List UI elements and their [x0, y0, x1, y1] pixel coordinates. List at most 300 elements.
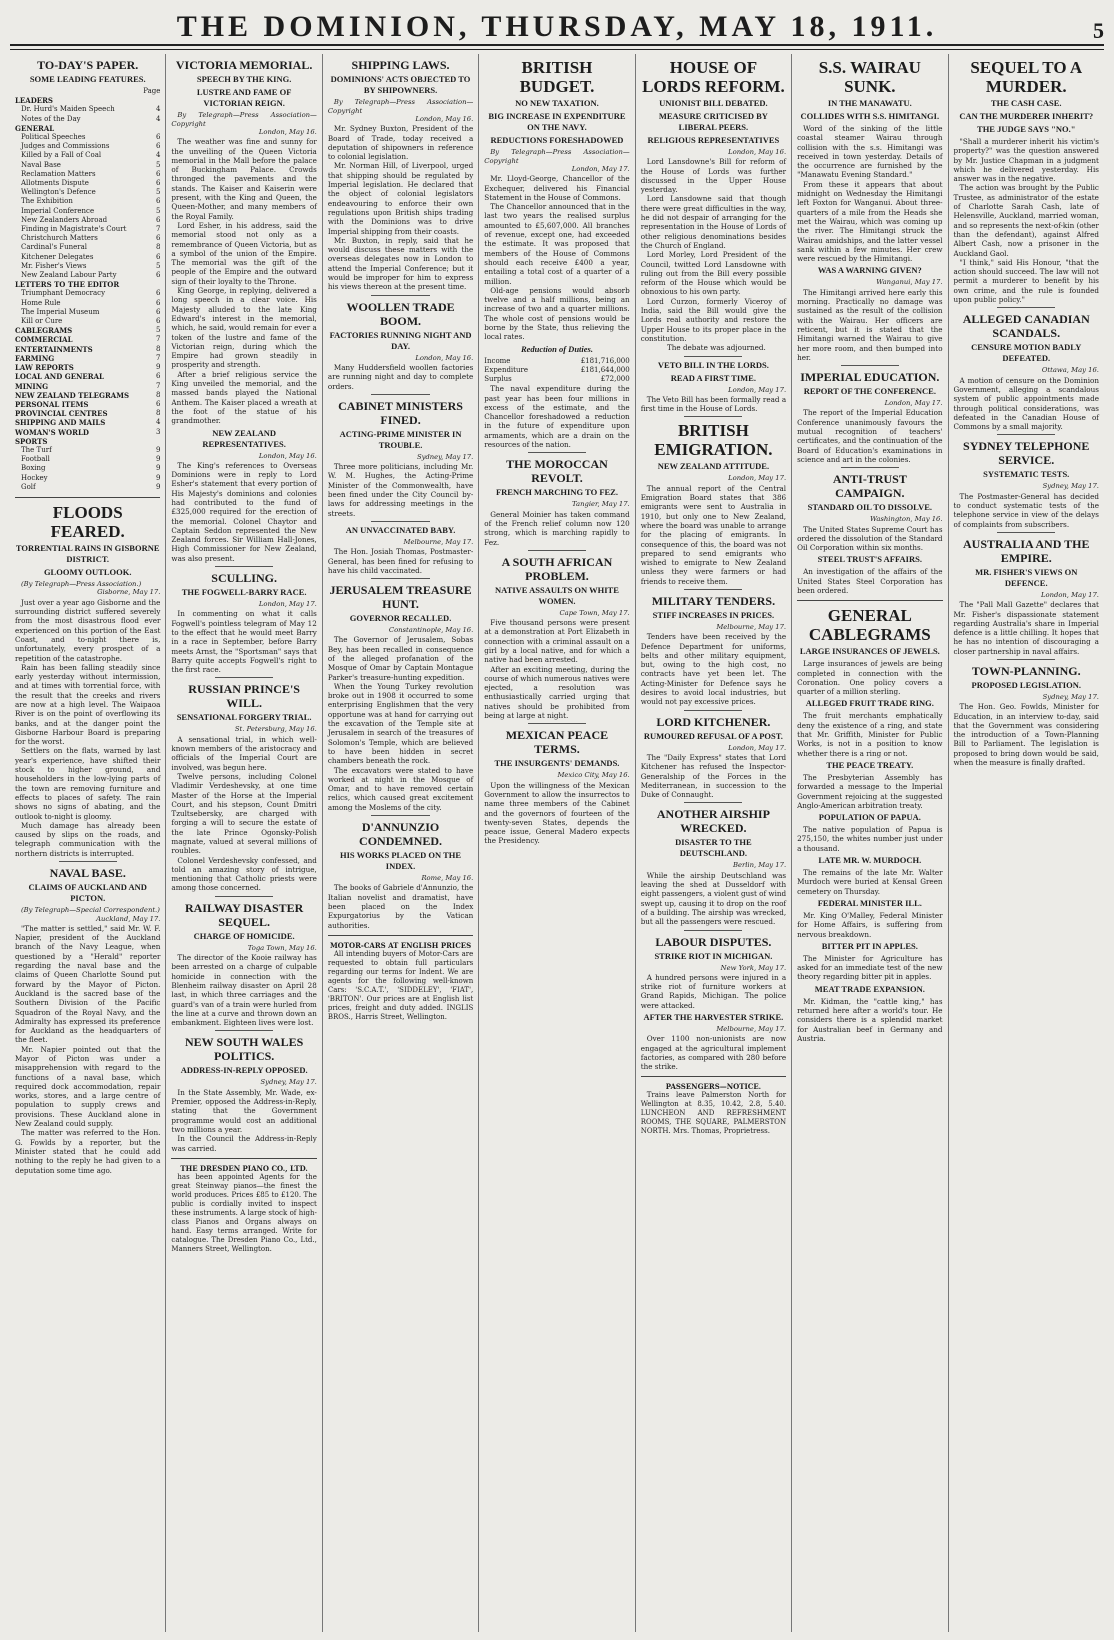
- mexico-dateline: Mexico City, May 16.: [557, 771, 630, 780]
- index-page-number: 9: [155, 482, 161, 491]
- index-page-number: 7: [155, 335, 161, 344]
- victoria-p1: The weather was fine and sunny for the unveiling of the Queen Victoria memorial in the Mall before the palace of Buckingham Palace. Crowds thronged the pavements and the stands. The Kaiser and Kaiserin were present, with the King and Queen, the Queen-Mother, and many members of the Royal Family.: [171, 137, 317, 221]
- kitchener-p1: The "Daily Express" states that Lord Kitchener has refused the Inspector-Generalship of the Forces in the Mediterranean, in succession to the Duke of Connaught.: [640, 752, 787, 800]
- budget-sub1: NO NEW TAXATION.: [515, 98, 599, 108]
- index-item: [15, 271, 160, 280]
- index-category: [15, 96, 160, 105]
- index-page-number: 6: [155, 399, 161, 408]
- budget-sub2: BIG INCREASE IN EXPENDITURE ON THE NAVY.: [488, 111, 626, 132]
- index-page-number: 9: [155, 473, 161, 482]
- newspaper-title: THE DOMINION, THURSDAY, MAY 18, 1911.: [176, 10, 938, 43]
- index-category: [15, 326, 160, 335]
- index-item-label: Kill or Cure: [21, 317, 63, 326]
- index-item: [15, 216, 160, 225]
- morocco-dateline: Tangier, May 17.: [572, 500, 630, 509]
- index-category-label: ENTERTAINMENTS: [15, 344, 93, 354]
- index-item: [15, 253, 160, 262]
- cablegrams-s5: LATE MR. W. MURDOCH.: [818, 855, 922, 866]
- naval-dateline: Auckland, May 17.: [96, 914, 161, 923]
- naval-sub: CLAIMS OF AUCKLAND AND PICTON.: [28, 882, 147, 904]
- dannunzio-p1: The books of Gabriele d'Annunzio, the Italian novelist and dramatist, have been placed on the Index Expurgatorius by the Vatican authorities.: [327, 883, 474, 930]
- cablegrams-p4: The native population of Papua is 275,150, the whites number just under a thousand.: [797, 825, 943, 853]
- index-item-label: Christchurch Matters: [21, 234, 98, 243]
- mexico-heading: MEXICAN PEACE TERMS.: [505, 728, 609, 757]
- labour-sub2: AFTER THE HARVESTER STRIKE.: [643, 1012, 784, 1022]
- budget-table: [484, 357, 629, 385]
- budget-dateline: London, May 17.: [571, 165, 630, 173]
- index-item: [15, 142, 160, 151]
- index-item-label: Boxing: [21, 464, 46, 473]
- index-page-number: 6: [155, 169, 161, 178]
- index-category-label: CABLEGRAMS: [15, 326, 73, 336]
- budget-byline: By Telegraph—Press Association—Copyright: [484, 148, 630, 165]
- index-list: [15, 87, 160, 492]
- budget-heading: BRITISH BUDGET.: [519, 58, 595, 96]
- jerusalem-dateline: Constantinople, May 16.: [388, 626, 474, 635]
- empire-heading: AUSTRALIA AND THE EMPIRE.: [963, 536, 1090, 565]
- cablegrams-p7: The Minister for Agriculture has asked for an immediate test of the new theory regarding bitter pit in apples.: [797, 953, 943, 982]
- nsw-sub: ADDRESS-IN-REPLY OPPOSED.: [180, 1065, 308, 1076]
- military-heading: MILITARY TENDERS.: [651, 593, 776, 608]
- shipping-sub: DOMINIONS' ACTS OBJECTED TO BY SHIPOWNERS.: [330, 74, 471, 95]
- index-item-label: Imperial Conference: [21, 206, 95, 215]
- telephone-p1: The Postmaster-General has decided to conduct systematic tests of the telephone service in view of the delays of complaints from subscribers.: [953, 491, 1099, 529]
- labour-dateline2: Melbourne, May 17.: [716, 1025, 787, 1033]
- russian-dateline: St. Petersburg, May 16.: [234, 725, 317, 734]
- index-item: [15, 151, 160, 160]
- index-item: [15, 179, 160, 188]
- index-item-label: The Exhibition: [21, 197, 73, 206]
- antitrust-sub2: STEEL TRUST'S AFFAIRS.: [817, 554, 922, 565]
- index-item: [15, 133, 160, 142]
- naval-byline: (By Telegraph—Special Correspondent.): [21, 906, 160, 915]
- cablegrams-s7: BITTER PIT IN APPLES.: [821, 940, 918, 951]
- index-item-label: Wellington's Defence: [21, 188, 96, 197]
- labour-heading: LABOUR DISPUTES.: [655, 934, 772, 949]
- index-page-number: 5: [155, 206, 161, 215]
- index-item-label: Naval Base: [21, 160, 61, 169]
- jerusalem-p2: When the Young Turkey revolution broke out in 1908 it occurred to some enterprising Englishmen that the very opportune was at hand for carrying out the excavation of the Temple site at Jerusalem in search of the treasures of Solomon's Temple, which are believed to have been hidden in secret chambers beneath the rock.: [327, 681, 474, 766]
- jerusalem-heading: JERUSALEM TREASURE HUNT.: [329, 583, 472, 612]
- russian-p3: Colonel Verdeshevsky confessed, and told an amazing story of intrigue, mentioning that Catholic priests were among those concerned.: [171, 855, 317, 893]
- nsw-p2: In the Council the Address-in-Reply was carried.: [171, 1134, 317, 1153]
- wairau-heading: S.S. WAIRAU SUNK.: [818, 58, 921, 96]
- budget-row-value: £181,644,000: [580, 365, 630, 374]
- cabinet-dateline: Sydney, May 17.: [416, 452, 474, 461]
- budget-p1: Mr. Lloyd-George, Chancellor of the Exchequer, delivered his Financial Statement in the House of Commons.: [484, 174, 630, 202]
- nzreps-dateline: London, May 16.: [258, 451, 317, 460]
- index-category-label: LETTERS TO THE EDITOR: [15, 280, 120, 290]
- index-page-number: 4: [155, 105, 161, 114]
- motor-advertisement: [328, 941, 473, 1022]
- index-category-label: COMMERCIAL: [15, 335, 73, 345]
- index-page-number: 6: [155, 372, 161, 381]
- index-category-label: PROVINCIAL CENTRES: [15, 409, 108, 419]
- shipping-p3: Mr. Buxton, in reply, said that he would discuss these matters with the overseas delegates now in London to attend the Imperial Conference; but it would be improper for him to express his views thereon at the present time.: [327, 235, 474, 292]
- index-item-label: Triumphant Democracy: [21, 289, 106, 298]
- railway-p1: The director of the Kooie railway has been arrested on a charge of culpable homicide in connection with the Blenheim railway disaster on April 28 last, in which three carriages and the guard's van of a train were hurled from the line at a curve and thrown down an embankment. Eighteen lives were lost.: [171, 953, 317, 1028]
- shipping-dateline: London, May 16.: [415, 115, 474, 123]
- victoria-sub2: LUSTRE AND FAME OF VICTORIAN REIGN.: [196, 87, 292, 108]
- wairau-sub1: IN THE MANAWATU.: [827, 98, 912, 108]
- index-item-label: Judges and Commissions: [21, 142, 110, 151]
- index-page-number: 9: [155, 464, 161, 473]
- wairau-p3: The Himitangi arrived here early this morning. Practically no damage was sustained as the result of the collision with the Wairau. Her officers are reticent, but it is stated that the Himitangi warned the Wairau to give her more room, and then bumped into her.: [797, 287, 943, 362]
- wairau-sub2: COLLIDES WITH S.S. HIMITANGI.: [800, 111, 940, 121]
- index-category: [15, 409, 160, 418]
- piano-ad-name: THE DRESDEN PIANO CO., LTD.: [180, 1163, 308, 1173]
- russian-sub: SENSATIONAL FORGERY TRIAL.: [176, 712, 312, 723]
- antitrust-sub: STANDARD OIL TO DISSOLVE.: [807, 502, 933, 513]
- column-1: [10, 54, 165, 1632]
- empire-dateline: London, May 17.: [1041, 590, 1099, 599]
- woollen-heading: WOOLLEN TRADE BOOM.: [346, 299, 455, 328]
- floods-p4: Much damage has already been caused by slips on the roads, and telegraph communication with the northern districts is interrupted.: [15, 820, 161, 858]
- lords-sub3: RELIGIOUS REPRESENTATIVES: [647, 135, 780, 145]
- lords-p3: Lord Morley, Lord President of the Council, twitted Lord Lansdowne with ruling out from the Bill every possible reform of the House which would be obnoxious to his own party.: [640, 250, 787, 297]
- woollen-p1: Many Huddersfield woollen factories are running night and day to complete orders.: [327, 362, 474, 391]
- sa-dateline: Cape Town, May 17.: [559, 608, 630, 617]
- budget-summary-label: Reduction of Duties.: [520, 343, 593, 354]
- baby-p1: The Hon. Josiah Thomas, Postmaster-General, has been fined for refusing to have his child vaccinated.: [327, 547, 474, 575]
- index-category: [15, 391, 160, 400]
- budget-row-label: Surplus: [484, 375, 512, 384]
- index-category-label: WOMAN'S WORLD: [15, 427, 89, 437]
- budget-row: [484, 357, 629, 366]
- town-p1: The Hon. Geo. Fowlds, Minister for Education, in an interview to-day, said that the Government was considering the introduction of a Town-Planning Bill to Parliament. The legislation is proposed to bring down would be said, when the measure is finally drafted.: [953, 702, 1099, 768]
- piano-advertisement: [171, 1164, 316, 1254]
- cabinet-heading: CABINET MINISTERS FINED.: [338, 398, 463, 427]
- index-item: [15, 446, 160, 455]
- index-page-number: 6: [155, 317, 161, 326]
- index-item-label: Killed by a Fall of Coal: [21, 151, 102, 160]
- labour-sub: STRIKE RIOT IN MICHIGAN.: [654, 950, 773, 961]
- index-item: [15, 317, 160, 326]
- empire-sub: MR. FISHER'S VIEWS ON DEFENCE.: [975, 566, 1078, 588]
- index-page-number: 8: [155, 344, 161, 353]
- motor-ad-text: All intending buyers of Motor-Cars are requested to obtain full particulars regarding our terms for Indent. We are agents for the following well-known Cars: 'S.C.A.T.', 'SIDDELEY', 'FIAT', 'BRITON'. Our prices are at English list prices, freight and duty added. INGLIS BROS., Harris Street, Wellington.: [327, 949, 474, 1021]
- index-category: [15, 372, 160, 381]
- airship-dateline: Berlin, May 17.: [732, 861, 787, 870]
- shipping-heading: SHIPPING LAWS.: [351, 58, 450, 72]
- sequel-sub2: CAN THE MURDERER INHERIT?: [959, 111, 1094, 121]
- index-subheading: SOME LEADING FEATURES.: [29, 74, 146, 84]
- column-2: [165, 54, 321, 1632]
- index-item-label: New Zealand Labour Party: [21, 271, 117, 280]
- lords-p1: Lord Lansdowne's Bill for reform of the House of Lords was further discussed in the Upper House yesterday.: [640, 157, 787, 195]
- mexico-sub: THE INSURGENTS' DEMANDS.: [494, 758, 620, 769]
- lords-p4: Lord Curzon, formerly Viceroy of India, said the Bill would give the Lords real authority and restore the Upper House to its proper place in the constitution.: [640, 296, 787, 343]
- telephone-sub: SYSTEMATIC TESTS.: [983, 469, 1070, 480]
- sa-p2: After an exciting meeting, during the course of which numerous natives were ejected, a resolution was enthusiastically carried urging that natives should be prohibited from being at large at night.: [484, 664, 630, 721]
- budget-row: [484, 366, 629, 375]
- index-page-number: 6: [155, 197, 161, 206]
- index-page-number: 9: [155, 363, 161, 372]
- sequel-p2: The action was brought by the Public Trustee, as administrator of the estate of Charlotte Sarah Cash, late of Helensville, Auckland, married woman, and so represents the next-of-kin (other than the defendant), against Alfred Albert Cash, now a prisoner in the Auckland Gaol.: [953, 183, 1099, 258]
- index-category: [15, 280, 160, 289]
- mexico-p1: Upon the willingness of the Mexican Government to allow the insurrectos to name three members of the Cabinet and the governors of fourteen of the twenty-seven States, depends the peace issue, General Madero expects the Presidency.: [484, 780, 630, 846]
- cablegrams-s8: MEAT TRADE EXPANSION.: [814, 983, 925, 994]
- index-item: [15, 105, 160, 114]
- index-item-label: Golf: [21, 482, 36, 491]
- nsw-heading: NEW SOUTH WALES POLITICS.: [185, 1035, 304, 1064]
- index-item-label: Cardinal's Funeral: [21, 243, 88, 252]
- index-category-label: SPORTS: [15, 436, 48, 446]
- index-page-number: 3: [155, 427, 161, 436]
- index-item-label: Home Rule: [21, 298, 61, 307]
- victoria-heading: VICTORIA MEMORIAL.: [175, 58, 313, 72]
- cablegrams-p5: The remains of the late Mr. Walter Murdoch were buried at Kensal Green cemetery on Thursday.: [797, 868, 943, 896]
- dannunzio-sub: HIS WORKS PLACED ON THE INDEX.: [340, 850, 462, 872]
- shipping-p2: Mr. Norman Hill, of Liverpool, urged that shipping should be regulated by Imperial legislation. He declared that the object of colonial legislators endeavouring to enforce their own regulations upon British ships trading with the Dominions was to drive Imperial shipping from their coasts.: [327, 161, 474, 236]
- labour-p2: Over 1100 non-unionists are now engaged at the agricultural implement factories, as compared with 280 before the strike.: [640, 1034, 787, 1072]
- index-item: [15, 483, 160, 492]
- index-item-label: Reclamation Matters: [21, 169, 96, 178]
- airship-p1: While the airship Deutschland was leaving the shed at Dusseldorf with eight passengers, a violent gust of wind swept up, causing it to drop on the roof of a building. The airship was wrecked, but all the passengers were rescued.: [640, 870, 787, 927]
- military-dateline: Melbourne, May 17.: [716, 622, 787, 631]
- column-4: [478, 54, 634, 1632]
- index-category: [15, 428, 160, 437]
- budget-row-label: Income: [484, 356, 511, 365]
- wairau-sub3: WAS A WARNING GIVEN?: [817, 265, 922, 276]
- cablegrams-p6: Mr. King O'Malley, Federal Minister for Home Affairs, is suffering from nervous breakdown.: [797, 910, 943, 939]
- index-page-number: 8: [155, 390, 161, 399]
- sa-heading: A SOUTH AFRICAN PROBLEM.: [501, 554, 613, 583]
- kitchener-dateline: London, May 17.: [728, 743, 787, 752]
- woollen-sub: FACTORIES RUNNING NIGHT AND DAY.: [329, 329, 472, 351]
- lords-dateline: London, May 16.: [728, 148, 787, 156]
- baby-dateline: Melbourne, May 17.: [403, 537, 474, 546]
- index-item: [15, 474, 160, 483]
- index-category: [15, 400, 160, 409]
- index-category-label: PERSONAL ITEMS: [15, 399, 89, 409]
- nsw-dateline: Sydney, May 17.: [260, 1078, 317, 1087]
- index-item: [15, 197, 160, 206]
- index-category-label: LAW REPORTS: [15, 363, 74, 373]
- lords-sub2: MEASURE CRITICISED BY LIBERAL PEERS.: [658, 111, 768, 132]
- index-category-label: MINING: [15, 381, 49, 391]
- passengers-ad-name: PASSENGERS—NOTICE.: [665, 1082, 762, 1092]
- veto-sub: READ A FIRST TIME.: [670, 372, 756, 383]
- index-item: [15, 299, 160, 308]
- index-category-label: FARMING: [15, 353, 55, 363]
- column-5: [635, 54, 791, 1632]
- index-item: [15, 207, 160, 216]
- railway-heading: RAILWAY DISASTER SEQUEL.: [184, 900, 304, 929]
- telephone-dateline: Sydney, May 17.: [1042, 482, 1099, 491]
- kitchener-sub: RUMOURED REFUSAL OF A POST.: [643, 730, 783, 741]
- cablegrams-p8: Mr. Kidman, the "cattle king," has returned here after a world's tour. He considers there is a splendid market for Australian beef in Germany and Austria.: [797, 996, 943, 1043]
- lords-sub1: UNIONIST BILL DEBATED.: [659, 98, 768, 108]
- cablegrams-p1: Large insurances of jewels are being completed in connection with the Coronation. One policy covers a quarter of a million sterling.: [797, 659, 943, 697]
- emigration-p1: The annual report of the Central Emigration Board states that 386 emigrants were sent to Australia in 1910, but only one to New Zealand, where the board was unable to arrange for the placing of emigrants. In consequence of this, the board was not prepared to send emigrants who wished to emigrate to New Zealand unless they were farmers or had friends to receive them.: [640, 483, 787, 586]
- passengers-advertisement: [641, 1082, 786, 1136]
- victoria-byline: By Telegraph—Press Association—Copyright: [171, 111, 317, 128]
- index-item: [15, 115, 160, 124]
- airship-sub: DISASTER TO THE DEUTSCHLAND.: [675, 837, 752, 859]
- index-category-label: SHIPPING AND MAILS: [15, 418, 106, 428]
- cabinet-sub: ACTING-PRIME MINISTER IN TROUBLE.: [339, 428, 462, 450]
- railway-dateline: Toga Town, May 16.: [247, 943, 317, 952]
- floods-byline: (By Telegraph—Press Association.): [21, 579, 142, 588]
- jerusalem-p1: The Governor of Jerusalem, Sobas Bey, has been recalled in consequence of the alleged profanation of the Mosque of Omar by Captain Montague Parker's treasure-hunting expedition.: [327, 635, 474, 682]
- nzreps-p1: The King's references to Overseas Dominions were in reply to Lord Esher's statement that every portion of His Majesty's dominions and colonies had contributed to the fund of £325,000 required for the erection of the memorial. Colonel Chaytor and Captain Seddon represented the New Zealand forces. Sir William Hall-Jones, High Commissioner for New Zealand, was also present.: [171, 460, 317, 563]
- index-page-number: 4: [155, 114, 161, 123]
- budget-row: [484, 375, 629, 384]
- imperial-ed-heading: IMPERIAL EDUCATION.: [800, 370, 940, 385]
- sequel-sub3: THE JUDGE SAYS "NO.": [977, 124, 1076, 134]
- victoria-p3: King George, in replying, delivered a long speech in a clear voice. His Majesty alluded to the late King Edward's interest in the memorial, which, he said, would remain for ever a token of the lustre and fame of the Victorian reign, during which the Empire had grown steadily in prosperity and strength.: [171, 286, 317, 370]
- index-category: [15, 335, 160, 344]
- cablegrams-heading: GENERAL CABLEGRAMS: [808, 606, 931, 645]
- canadian-heading: ALLEGED CANADIAN SCANDALS.: [962, 312, 1090, 341]
- antitrust-p1: The United States Supreme Court has ordered the dissolution of the Standard Oil Corporation within six months.: [797, 524, 943, 553]
- index-item: [15, 455, 160, 464]
- budget-row-value: £72,000: [600, 375, 630, 384]
- index-item: [15, 308, 160, 317]
- imperial-ed-dateline: London, May 17.: [884, 399, 943, 408]
- index-page-label: Page: [143, 87, 161, 95]
- index-item: [15, 243, 160, 252]
- naval-heading: NAVAL BASE.: [49, 866, 126, 881]
- sequel-heading: SEQUEL TO A MURDER.: [970, 58, 1083, 96]
- jerusalem-sub: GOVERNOR RECALLED.: [349, 613, 452, 624]
- baby-heading: AN UNVACCINATED BABY.: [345, 524, 456, 535]
- empire-p1: The "Pall Mall Gazette" declares that Mr. Fisher's dispassionate statement regarding Australia's share in Imperial defence is a little chilling. It hopes that he has no intention of discouraging a closer partnership in naval affairs.: [953, 600, 1099, 656]
- telephone-heading: SYDNEY TELEPHONE SERVICE.: [963, 439, 1090, 468]
- sa-p1: Five thousand persons were present at a demonstration at Port Elizabeth in connection with a criminal assault on a girl by a local native, and for which a native had been arrested.: [484, 618, 630, 665]
- cablegrams-s4: POPULATION OF PAPUA.: [818, 812, 921, 823]
- woollen-dateline: London, May 16.: [415, 353, 474, 362]
- floods-heading: FLOODS FEARED.: [50, 502, 125, 541]
- column-7: [948, 54, 1104, 1632]
- cablegrams-s3: THE PEACE TREATY.: [826, 759, 914, 770]
- military-p1: Tenders have been received by the Defence Department for uniforms, belts and other military equipment, but, owing to the high cost, no contracts have yet been let. The Acting-Minister for Defence says he desires to avoid local industries, but would not pay excessive prices.: [640, 632, 787, 707]
- masthead: [10, 8, 1104, 46]
- index-item: [15, 170, 160, 179]
- index-item: [15, 262, 160, 271]
- index-page-number: 5: [155, 160, 161, 169]
- russian-heading: RUSSIAN PRINCE'S WILL.: [188, 682, 300, 711]
- jerusalem-p3: The excavators were stated to have worked at night in the Mosque of Omar, and to have removed certain relics, which caused great excitement among the Moslems of the city.: [327, 765, 474, 812]
- index-category: [15, 345, 160, 354]
- floods-p3: Settlers on the flats, warned by last year's experience, have shifted their stock to higher ground, and householders in the low-lying parts of the town are removing furniture and effects to places of safety. The rain shows no signs of abating, and the outlook to-night is gloomy.: [15, 746, 161, 821]
- emigration-sub: NEW ZEALAND ATTITUDE.: [657, 461, 770, 472]
- canadian-dateline: Ottawa, May 16.: [1041, 366, 1099, 375]
- index-category-label: LOCAL AND GENERAL: [15, 372, 104, 382]
- floods-dateline: Gisborne, May 17.: [97, 588, 161, 597]
- page-number: 5: [1093, 18, 1104, 43]
- index-category-label: LEADERS: [15, 96, 53, 106]
- index-page-number: 7: [155, 353, 161, 362]
- sculling-sub: THE FOGWELL-BARRY RACE.: [181, 587, 307, 598]
- index-item-label: Finding in Magistrate's Court: [21, 225, 127, 234]
- naval-p1: "The matter is settled," said Mr. W. F. Napier, president of the Auckland branch of the Navy League, when questioned by a "Herald" reporter regarding the naval base and the claims of Queen Charlotte Sound put forward by the Mayor of Picton. Auckland is the sacred base of the Southern Division of the Pacific Squadron of the Royal Navy, and the Admiralty has expressed its preference for Auckland as the headquarters of the fleet.: [15, 923, 161, 1045]
- index-page-number: 6: [155, 234, 161, 243]
- imperial-ed-p1: The report of the Imperial Education Conference unanimously favours the mutual recognition of teachers' certificates, and the continuation of the Board of Education's examinations in science and art in the colonies.: [797, 408, 943, 464]
- victoria-dateline: London, May 16.: [258, 128, 317, 136]
- index-page-number: 6: [155, 307, 161, 316]
- dannunzio-dateline: Rome, May 16.: [421, 874, 474, 883]
- veto-heading: VETO BILL IN THE LORDS.: [657, 359, 769, 370]
- index-page-number: 6: [155, 179, 161, 188]
- wairau-p1: Word of the sinking of the little coastal steamer Wairau through collision with the s.s. Himitangi was received in town yesterday. Details of the occurrence are furnished by the "Manawatu Evening Standard.": [797, 124, 943, 180]
- canadian-p1: A motion of censure on the Dominion Government, alleging a scandalous system of public appointments made through political considerations, was defeated in the Canadian House of Commons by a small majority.: [953, 375, 1099, 432]
- cablegrams-s2: ALLEGED FRUIT TRADE RING.: [805, 698, 934, 709]
- wairau-dateline: Wanganui, May 17.: [876, 278, 943, 287]
- budget-p3: Old-age pensions would absorb twelve and a half millions, being an increase of two and a quarter millions. The whole cost of pensions would be borne by the State, thus relieving the local rates.: [484, 285, 630, 342]
- cablegrams-s1: LARGE INSURANCES OF JEWELS.: [799, 646, 940, 657]
- sculling-heading: SCULLING.: [211, 571, 277, 586]
- index-category-label: NEW ZEALAND TELEGRAMS: [15, 390, 129, 400]
- sa-sub: NATIVE ASSAULTS ON WHITE WOMEN.: [495, 584, 619, 606]
- index-item: [15, 289, 160, 298]
- wairau-p2: From these it appears that about midnight on Wednesday the Himitangi left Foxton for Wanganui. About three-quarters of a mile from the Heads she met the Wairau, which was coming up the river. The Himitangi struck the Wairau amidships, and the latter vessel sank within a few minutes. Her crew were rescued by the Himitangi.: [797, 179, 943, 264]
- column-6: [791, 54, 947, 1632]
- town-dateline: Sydney, May 17.: [1042, 692, 1099, 701]
- victoria-p4: After a brief religious service the King unveiled the memorial, and the massed bands played the National Anthem. The Kaiser placed a wreath at the foot of the statue of his grandmother.: [171, 369, 317, 426]
- veto-p1: The Veto Bill has been formally read a first time in the House of Lords.: [640, 394, 787, 414]
- index-item-label: Hockey: [21, 473, 48, 482]
- column-3: [322, 54, 478, 1632]
- lords-p5: The debate was adjourned.: [666, 343, 766, 353]
- index-item-label: The Turf: [21, 445, 52, 454]
- index-category-label: GENERAL: [15, 123, 55, 133]
- budget-sub3: REDUCTIONS FORESHADOWED: [490, 135, 624, 145]
- imperial-ed-sub: REPORT OF THE CONFERENCE.: [803, 386, 936, 397]
- index-page-number: 5: [155, 188, 161, 197]
- victoria-sub1: SPEECH BY THE KING.: [196, 74, 292, 84]
- index-page-number: 8: [155, 409, 161, 418]
- index-page-number: 5: [155, 326, 161, 335]
- index-page-number: 8: [155, 243, 161, 252]
- morocco-p1: General Moinier has taken command of the French relief column now 120 strong, which is marching rapidly to Fez.: [484, 509, 630, 547]
- veto-dateline: London, May 17.: [728, 385, 787, 394]
- nsw-p1: In the State Assembly, Mr. Wade, ex-Premier, opposed the Address-in-Reply, stating that the Government programme would cost an additional two millions a year.: [171, 1087, 317, 1134]
- index-category: [15, 363, 160, 372]
- index-page-number: 6: [155, 142, 161, 151]
- index-category: [15, 437, 160, 446]
- index-page-number: 6: [155, 271, 161, 280]
- budget-p4: The naval expenditure during the past year has been four millions in excess of the estimate, and the Chancellor foreshadowed a reduction in the future of expenditure upon armaments, which are a drain on the resources of the nation.: [484, 384, 630, 450]
- index-item-label: Allotments Dispute: [21, 179, 89, 188]
- military-sub: STIFF INCREASES IN PRICES.: [652, 609, 775, 620]
- budget-p2: The Chancellor announced that in the last two years the realised surplus amounted to £5,607,000. All branches of revenue, except one, had exceeded the estimate. It was proposed that members of the House of Commons should each receive £400 a year, entailing a total cost of a quarter of a million.: [484, 202, 630, 286]
- cablegrams-p3: The Presbyterian Assembly has forwarded a message to the Imperial Government rejoicing at the suggested Anglo-American arbitration treaty.: [797, 772, 943, 810]
- shipping-byline: By Telegraph—Press Association—Copyright: [327, 98, 474, 115]
- sequel-p3: "I think," said His Honour, "that the action should succeed. The law will not permit a murderer to benefit by his own crime, and the rule is founded upon public policy.": [953, 257, 1099, 305]
- lords-p2: Lord Lansdowne said that though there were great difficulties in the way, he did not despair of arranging for the representation in the House of Lords of other religious denominations besides the Church of England.: [640, 194, 787, 250]
- labour-dateline: New York, May 17.: [720, 963, 787, 972]
- lords-heading: HOUSE OF LORDS REFORM.: [642, 58, 785, 96]
- antitrust-heading: ANTI-TRUST CAMPAIGN.: [832, 472, 907, 501]
- motor-ad-name: MOTOR-CARS AT ENGLISH PRICES: [329, 940, 472, 950]
- sequel-p1: "Shall a murderer inherit his victim's property?" was the question answered by Mr. Justice Chapman in a judgment which he delivered yesterday. His answer was in the negative.: [953, 137, 1099, 184]
- russian-p2: Twelve persons, including Colonel Vladimir Verdeshevsky, at one time Master of the Horse at the Imperial Court, and his stepson, Count Dmitri Tzultsebersky, are charged with forging a will to secure the estate of the late Prince Ogonsky-Polish magnate, valued at several millions of roubles.: [171, 771, 317, 856]
- index-page-number: 9: [155, 445, 161, 454]
- index-item-label: Kitchener Delegates: [21, 252, 94, 261]
- kitchener-heading: LORD KITCHENER.: [656, 714, 771, 729]
- railway-sub: CHARGE OF HOMICIDE.: [193, 930, 295, 941]
- index-page-number: 6: [155, 252, 161, 261]
- cablegrams-p2: The fruit merchants emphatically deny the existence of a ring, and state that Mr. Griffith, Minister for Public Works, is not in a position to know whether there is a ring or not.: [797, 711, 943, 758]
- shipping-p1: Mr. Sydney Buxton, President of the Board of Trade, today received a deputation of shipowners in reference to colonial legislation.: [327, 124, 474, 162]
- index-page-number: 4: [155, 418, 161, 427]
- cablegrams-s6: FEDERAL MINISTER ILL.: [817, 897, 922, 908]
- nzreps-heading: NEW ZEALAND REPRESENTATIVES.: [202, 427, 286, 449]
- labour-p1: A hundred persons were injured in a strike riot of furniture workers at Grand Rapids, Michigan. The police were attacked.: [640, 972, 787, 1010]
- index-item-label: The Imperial Museum: [21, 307, 100, 316]
